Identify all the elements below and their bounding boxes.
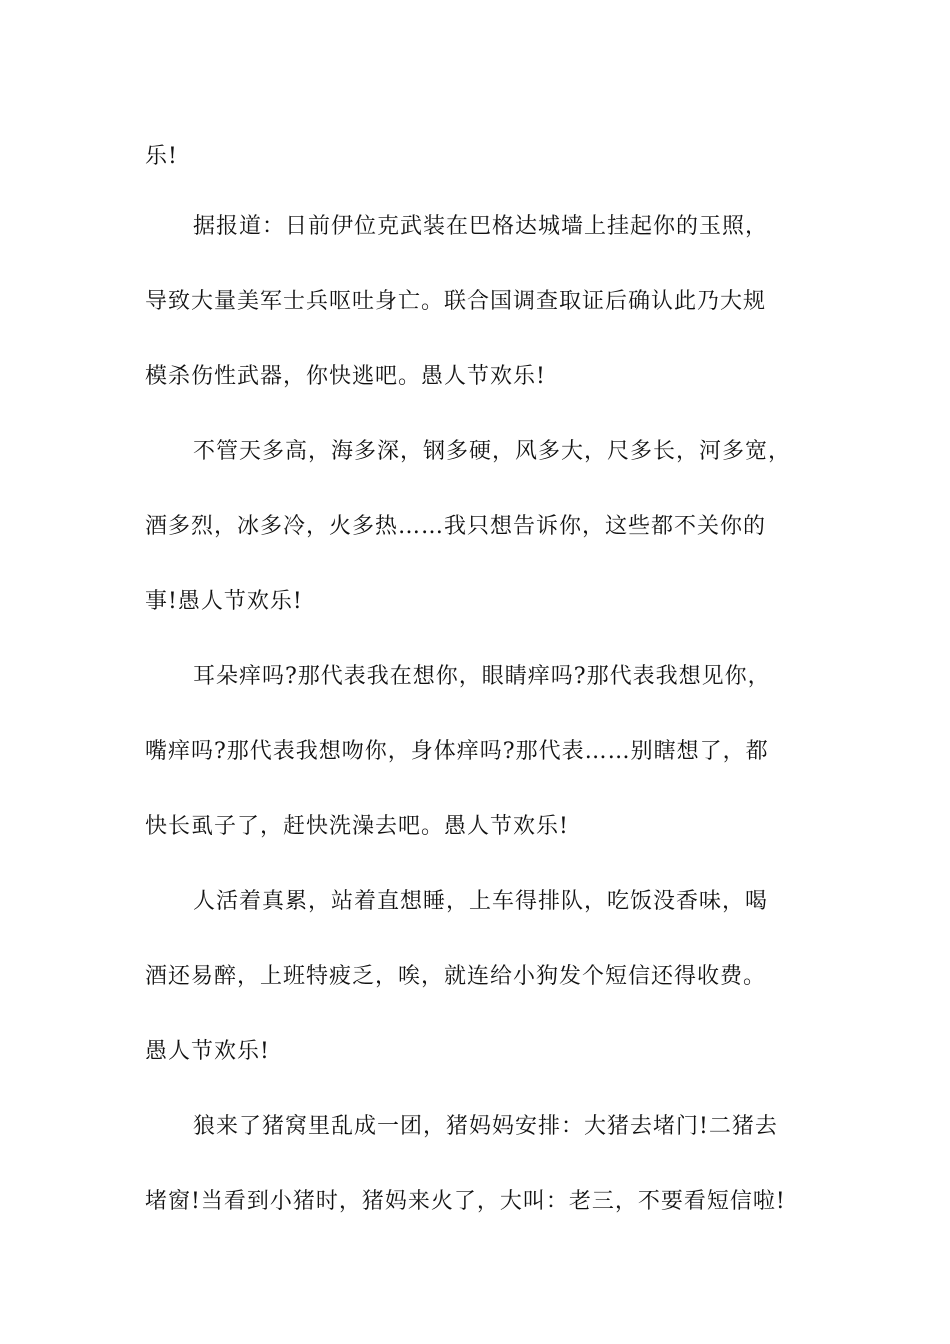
text-line: 导致大量美军士兵呕吐身亡。联合国调查取证后确认此乃大规 xyxy=(145,289,767,314)
text-line: 堵窗!当看到小猪时，猪妈来火了，大叫：老三，不要看短信啦! xyxy=(145,1189,786,1214)
paragraph-first-line: 据报道：日前伊位克武装在巴格达城墙上挂起你的玉照， xyxy=(193,214,769,239)
text-line: 模杀伤性武器，你快逃吧。愚人节欢乐! xyxy=(145,364,546,389)
text-line: 嘴痒吗?那代表我想吻你，身体痒吗?那代表……别瞎想了，都 xyxy=(145,739,769,764)
text-line: 愚人节欢乐! xyxy=(145,1039,270,1064)
text-line: 酒还易醉，上班特疲乏，唉，就连给小狗发个短信还得收费。 xyxy=(145,964,767,989)
paragraph-first-line: 耳朵痒吗?那代表我在想你，眼睛痒吗?那代表我想见你， xyxy=(193,664,771,689)
text-line: 事!愚人节欢乐! xyxy=(145,589,303,614)
text-line: 快长虱子了，赶快洗澡去吧。愚人节欢乐! xyxy=(145,814,569,839)
paragraph-first-line: 狼来了猪窝里乱成一团，猪妈妈安排：大猪去堵门!二猪去 xyxy=(193,1114,778,1139)
paragraph-first-line: 不管天多高，海多深，钢多硬，风多大，尺多长，河多宽， xyxy=(193,439,792,464)
text-line: 乐! xyxy=(145,144,178,169)
text-line: 酒多烈，冰多冷，火多热……我只想告诉你，这些都不关你的 xyxy=(145,514,767,539)
paragraph-first-line: 人活着真累，站着直想睡，上车得排队，吃饭没香味，喝 xyxy=(193,889,769,914)
